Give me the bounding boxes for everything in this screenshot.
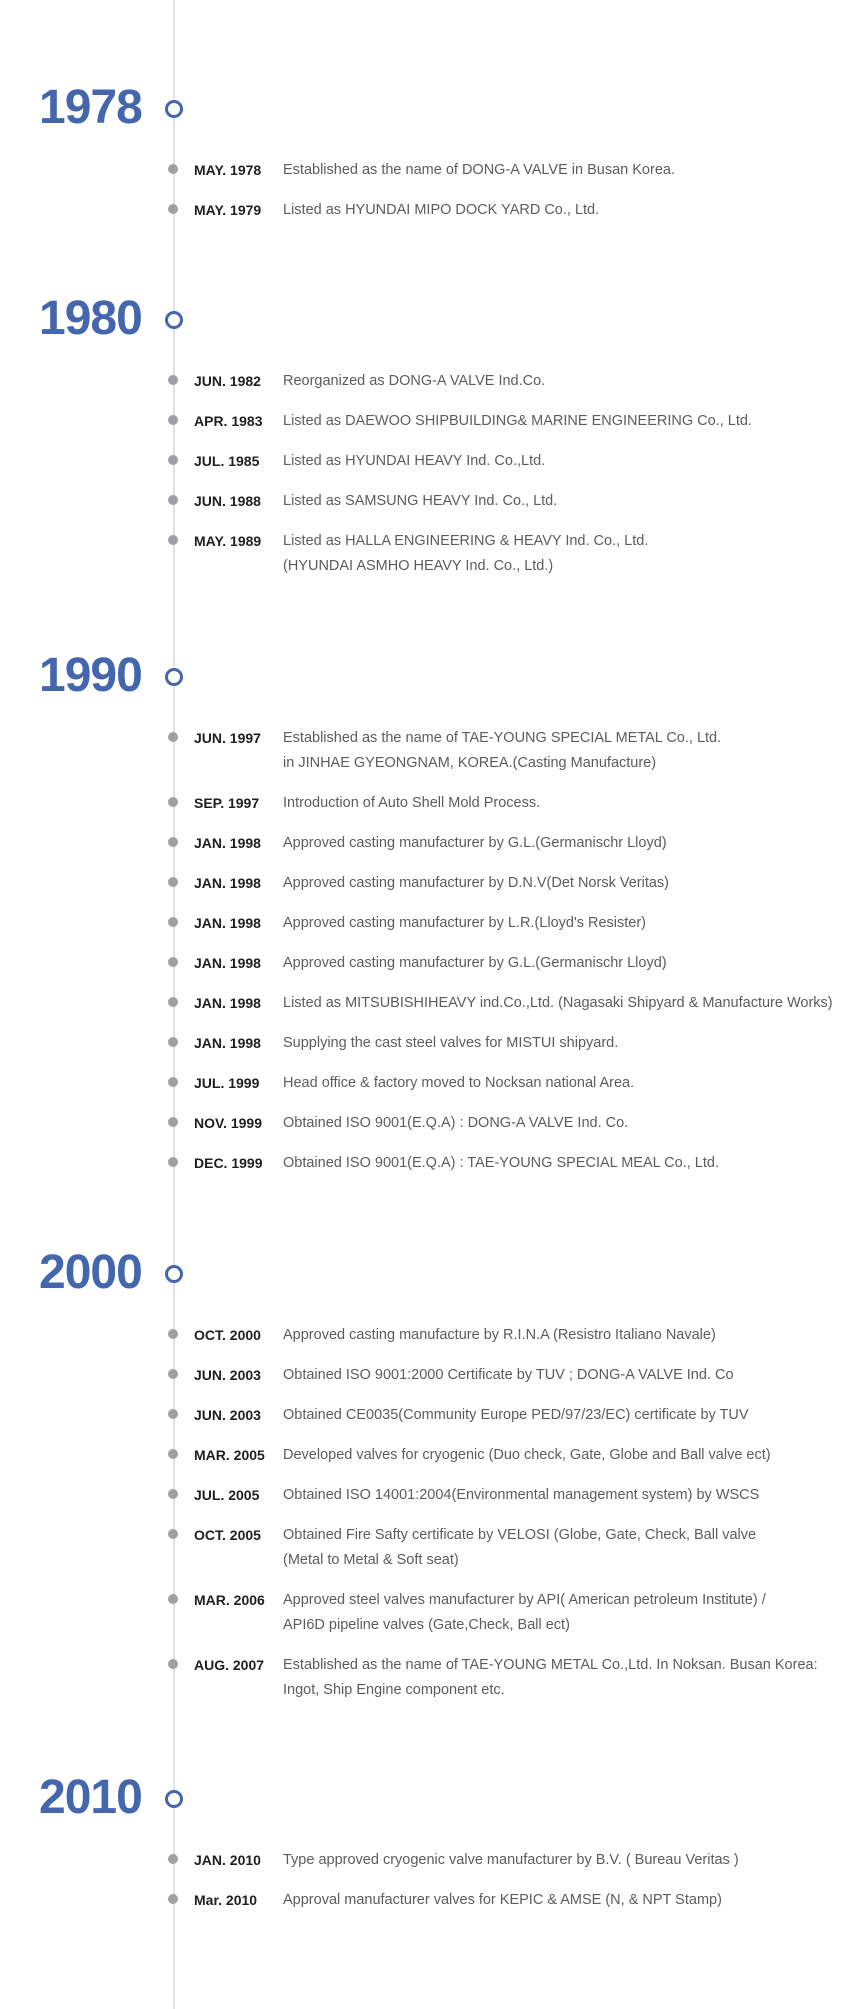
- event-description: Head office & factory moved to Nocksan national Area.: [283, 1075, 635, 1091]
- bullet-dot-icon: [168, 164, 178, 174]
- event-date: MAY. 1978: [194, 162, 262, 178]
- event-description: Approved casting manufacture by R.I.N.A (Resistro Italiano Navale): [283, 1327, 716, 1343]
- event-list: [0, 726, 860, 1191]
- event-description: Reorganized as DONG-A VALVE Ind.Co.: [283, 373, 546, 389]
- timeline-ring-icon: [165, 311, 183, 329]
- bullet-dot-icon: [168, 455, 178, 465]
- event-description: Obtained ISO 14001:2004(Environmental management system) by WSCS: [283, 1487, 760, 1503]
- timeline-event: [0, 831, 860, 856]
- timeline-event: [0, 1523, 860, 1573]
- event-date: APR. 1983: [194, 413, 263, 429]
- event-date: MAR. 2005: [194, 1447, 265, 1463]
- event-date: JUN. 2003: [194, 1367, 261, 1383]
- bullet-dot-icon: [168, 1449, 178, 1459]
- event-date: JAN. 1998: [194, 1035, 261, 1051]
- event-date: SEP. 1997: [194, 795, 260, 811]
- event-description: Approved casting manufacturer by D.N.V(Det Norsk Veritas): [283, 875, 670, 891]
- bullet-dot-icon: [168, 1489, 178, 1499]
- event-date: MAR. 2006: [194, 1592, 265, 1608]
- event-date: JUL. 1985: [194, 453, 260, 469]
- timeline-event: [0, 409, 860, 434]
- timeline-event: [0, 1848, 860, 1873]
- timeline-event: [0, 911, 860, 936]
- event-description: Obtained ISO 9001(E.Q.A) : TAE-YOUNG SPECIAL MEAL Co., Ltd.: [283, 1155, 719, 1171]
- event-description: Established as the name of TAE-YOUNG METAL Co.,Ltd. In Noksan. Busan Korea: Ingot, Ship Engine component etc.: [283, 1657, 818, 1698]
- bullet-dot-icon: [168, 495, 178, 505]
- bullet-dot-icon: [168, 375, 178, 385]
- timeline-event: [0, 369, 860, 394]
- event-date: DEC. 1999: [194, 1155, 263, 1171]
- event-date: MAY. 1979: [194, 202, 262, 218]
- bullet-dot-icon: [168, 732, 178, 742]
- event-description: Approved casting manufacturer by G.L.(Germanischr Lloyd): [283, 835, 667, 851]
- bullet-dot-icon: [168, 1594, 178, 1604]
- timeline-event: [0, 198, 860, 223]
- bullet-dot-icon: [168, 1894, 178, 1904]
- timeline-ring-icon: [165, 668, 183, 686]
- timeline-ring-icon: [165, 1790, 183, 1808]
- event-description: Obtained ISO 9001(E.Q.A) : DONG-A VALVE Ind. Co.: [283, 1115, 629, 1131]
- bullet-dot-icon: [168, 1659, 178, 1669]
- bullet-dot-icon: [168, 797, 178, 807]
- bullet-dot-icon: [168, 1077, 178, 1087]
- event-date: JAN. 1998: [194, 915, 261, 931]
- event-description: Listed as HYUNDAI HEAVY Ind. Co.,Ltd.: [283, 453, 546, 469]
- event-date: JUN. 1988: [194, 493, 261, 509]
- event-description: Supplying the cast steel valves for MISTUI shipyard.: [283, 1035, 619, 1051]
- timeline-event: [0, 489, 860, 514]
- event-date: MAY. 1989: [194, 533, 262, 549]
- event-description: Developed valves for cryogenic (Duo check, Gate, Globe and Ball valve ect): [283, 1447, 771, 1463]
- timeline-event: [0, 1888, 860, 1913]
- bullet-dot-icon: [168, 1529, 178, 1539]
- bullet-dot-icon: [168, 1409, 178, 1419]
- decade-year-heading: 2010: [39, 1771, 142, 1824]
- event-description: Approved steel valves manufacturer by API( American petroleum Institute) / API6D pipeline valves (Gate,Check, Ball ect): [283, 1592, 766, 1633]
- bullet-dot-icon: [168, 1117, 178, 1127]
- timeline-event: [0, 1323, 860, 1348]
- bullet-dot-icon: [168, 415, 178, 425]
- event-date: JUL. 2005: [194, 1487, 260, 1503]
- timeline-event: [0, 529, 860, 579]
- event-date: JUL. 1999: [194, 1075, 260, 1091]
- decade-year-heading: 1990: [39, 649, 142, 702]
- bullet-dot-icon: [168, 1157, 178, 1167]
- timeline-event: [0, 791, 860, 816]
- event-date: JUN. 1997: [194, 730, 261, 746]
- timeline-event: [0, 1363, 860, 1388]
- timeline-event: [0, 449, 860, 474]
- event-date: JAN. 1998: [194, 875, 261, 891]
- event-description: Approval manufacturer valves for KEPIC & AMSE (N, & NPT Stamp): [283, 1892, 722, 1908]
- event-description: Approved casting manufacturer by L.R.(Lloyd's Resister): [283, 915, 647, 931]
- event-date: Mar. 2010: [194, 1892, 258, 1908]
- bullet-dot-icon: [168, 535, 178, 545]
- event-description: Listed as DAEWOO SHIPBUILDING& MARINE ENGINEERING Co., Ltd.: [283, 413, 752, 429]
- bullet-dot-icon: [168, 877, 178, 887]
- event-date: OCT. 2005: [194, 1527, 261, 1543]
- bullet-dot-icon: [168, 1037, 178, 1047]
- timeline-ring-icon: [165, 1265, 183, 1283]
- timeline-event: [0, 1653, 860, 1703]
- timeline-ring-icon: [165, 100, 183, 118]
- event-description: Type approved cryogenic valve manufacturer by B.V. ( Bureau Veritas ): [283, 1852, 739, 1868]
- decade-year-heading: 1980: [39, 292, 142, 345]
- bullet-dot-icon: [168, 204, 178, 214]
- timeline-event: [0, 1151, 860, 1176]
- event-date: AUG. 2007: [194, 1657, 265, 1673]
- event-list: [0, 1323, 860, 1718]
- event-description: Established as the name of TAE-YOUNG SPECIAL METAL Co., Ltd. in JINHAE GYEONGNAM, KOREA.(Casting Manufacture): [283, 730, 722, 771]
- timeline-event: [0, 1031, 860, 1056]
- event-description: Established as the name of DONG-A VALVE in Busan Korea.: [283, 162, 675, 178]
- timeline-event: [0, 158, 860, 183]
- bullet-dot-icon: [168, 917, 178, 927]
- event-list: [0, 369, 860, 594]
- decade-year-heading: 2000: [39, 1246, 142, 1299]
- bullet-dot-icon: [168, 997, 178, 1007]
- event-description: Obtained CE0035(Community Europe PED/97/23/EC) certificate by TUV: [283, 1407, 749, 1423]
- timeline-event: [0, 951, 860, 976]
- timeline-event: [0, 1111, 860, 1136]
- timeline-event: [0, 1403, 860, 1428]
- event-date: NOV. 1999: [194, 1115, 262, 1131]
- timeline-event: [0, 1443, 860, 1468]
- timeline-event: [0, 1483, 860, 1508]
- event-date: JAN. 2010: [194, 1852, 261, 1868]
- bullet-dot-icon: [168, 1369, 178, 1379]
- event-date: OCT. 2000: [194, 1327, 261, 1343]
- event-date: JUN. 2003: [194, 1407, 261, 1423]
- timeline-event: [0, 1071, 860, 1096]
- event-description: Listed as SAMSUNG HEAVY Ind. Co., Ltd.: [283, 493, 558, 509]
- bullet-dot-icon: [168, 837, 178, 847]
- event-description: Approved casting manufacturer by G.L.(Germanischr Lloyd): [283, 955, 667, 971]
- bullet-dot-icon: [168, 1329, 178, 1339]
- event-description: Listed as HYUNDAI MIPO DOCK YARD Co., Ltd.: [283, 202, 600, 218]
- event-list: [0, 158, 860, 238]
- event-description: Obtained Fire Safty certificate by VELOSI (Globe, Gate, Check, Ball valve (Metal to Metal & Soft seat): [283, 1527, 757, 1568]
- event-date: JAN. 1998: [194, 835, 261, 851]
- timeline-event: [0, 991, 860, 1016]
- event-description: Listed as HALLA ENGINEERING & HEAVY Ind. Co., Ltd. (HYUNDAI ASMHO HEAVY Ind. Co., Ltd.): [283, 533, 649, 574]
- event-description: Listed as MITSUBISHIHEAVY ind.Co.,Ltd. (Nagasaki Shipyard & Manufacture Works): [283, 995, 833, 1011]
- event-description: Obtained ISO 9001:2000 Certificate by TUV ; DONG-A VALVE Ind. Co: [283, 1367, 734, 1383]
- event-date: JUN. 1982: [194, 373, 261, 389]
- timeline-event: [0, 871, 860, 896]
- decade-year-heading: 1978: [39, 81, 142, 134]
- event-date: JAN. 1998: [194, 995, 261, 1011]
- timeline-event: [0, 1588, 860, 1638]
- event-description: Introduction of Auto Shell Mold Process.: [283, 795, 541, 811]
- bullet-dot-icon: [168, 1854, 178, 1864]
- event-date: JAN. 1998: [194, 955, 261, 971]
- timeline-event: [0, 726, 860, 776]
- bullet-dot-icon: [168, 957, 178, 967]
- event-list: [0, 1848, 860, 1928]
